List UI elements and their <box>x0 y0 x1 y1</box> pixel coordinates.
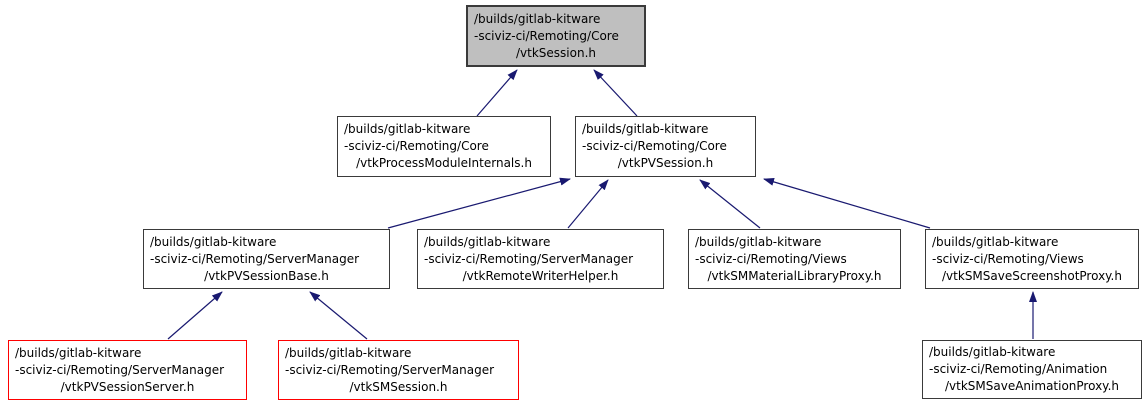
node-path-line: /builds/gitlab-kitware <box>150 234 277 249</box>
node-file-line: /vtkSMSaveAnimationProxy.h <box>945 379 1119 393</box>
node-path-line: -sciviz-ci/Remoting/ServerManager <box>424 251 634 266</box>
node-path-line: -sciviz-ci/Remoting/Core <box>474 28 619 43</box>
node-file-line: /vtkSMSession.h <box>349 379 448 394</box>
node-file-line: /vtkSMSaveScreenshotProxy.h <box>942 268 1122 283</box>
edge-vtkSMMaterialLibraryProxy-to-vtkPVSession <box>700 180 760 228</box>
graph-node-vtkProcessModuleInternals-h[interactable] <box>337 116 551 177</box>
node-path-line: /builds/gitlab-kitware <box>15 345 142 360</box>
node-path-line: -sciviz-ci/Remoting/ServerManager <box>285 362 495 377</box>
node-file-line: /vtkSMMaterialLibraryProxy.h <box>707 268 882 283</box>
node-path-line: -sciviz-ci/Remoting/Views <box>932 251 1084 266</box>
edge-vtkSMSession-to-vtkPVSessionBase <box>310 292 367 339</box>
node-path-line: /builds/gitlab-kitware <box>695 234 822 249</box>
node-path-line: -sciviz-ci/Remoting/ServerManager <box>15 362 225 377</box>
graph-node-vtkSMMaterialLibraryProxy-h[interactable] <box>688 229 901 289</box>
node-path-line: /builds/gitlab-kitware <box>285 345 412 360</box>
node-path-line: /builds/gitlab-kitware <box>929 345 1056 359</box>
node-file-line: /vtkPVSessionServer.h <box>60 379 195 394</box>
node-path-line: -sciviz-ci/Remoting/Core <box>582 139 727 153</box>
node-path-line: /builds/gitlab-kitware <box>474 11 601 26</box>
graph-node-vtkRemoteWriterHelper-h[interactable] <box>417 229 664 289</box>
edge-vtkSMSaveScreenshotProxy-to-vtkPVSession <box>764 179 930 228</box>
node-path-line: -sciviz-ci/Remoting/Core <box>344 139 489 153</box>
node-file-line: /vtkSession.h <box>515 45 596 60</box>
node-path-line: /builds/gitlab-kitware <box>932 234 1059 249</box>
graph-node-vtkSession-h <box>466 5 646 67</box>
node-path-line: -sciviz-ci/Remoting/Animation <box>929 362 1108 376</box>
node-path-line: /builds/gitlab-kitware <box>424 234 551 249</box>
edge-vtkRemoteWriterHelper-to-vtkPVSession <box>568 180 608 228</box>
graph-node-vtkPVSession-h[interactable] <box>575 116 756 177</box>
node-file-line: /vtkRemoteWriterHelper.h <box>462 268 619 283</box>
node-path-line: -sciviz-ci/Remoting/ServerManager <box>150 251 360 266</box>
graph-node-vtkPVSessionServer-h[interactable] <box>8 340 247 400</box>
edge-vtkPVSessionServer-to-vtkPVSessionBase <box>168 292 222 339</box>
node-file-line: /vtkProcessModuleInternals.h <box>356 156 532 170</box>
graph-node-vtkSMSaveAnimationProxy-h[interactable] <box>922 340 1142 399</box>
graph-node-vtkPVSessionBase-h[interactable] <box>143 229 390 289</box>
edge-vtkProcessModuleInternals-to-vtkSession <box>477 70 517 116</box>
node-file-line: /vtkPVSessionBase.h <box>204 268 329 283</box>
graph-node-vtkSMSession-h[interactable] <box>278 340 519 400</box>
node-file-line: /vtkPVSession.h <box>617 156 714 170</box>
node-path-line: /builds/gitlab-kitware <box>344 122 471 136</box>
edge-vtkPVSession-to-vtkSession <box>594 70 637 116</box>
edge-vtkPVSessionBase-to-vtkPVSession <box>388 179 570 228</box>
node-path-line: /builds/gitlab-kitware <box>582 122 709 136</box>
graph-node-vtkSMSaveScreenshotProxy-h[interactable] <box>925 229 1139 289</box>
node-path-line: -sciviz-ci/Remoting/Views <box>695 251 847 266</box>
